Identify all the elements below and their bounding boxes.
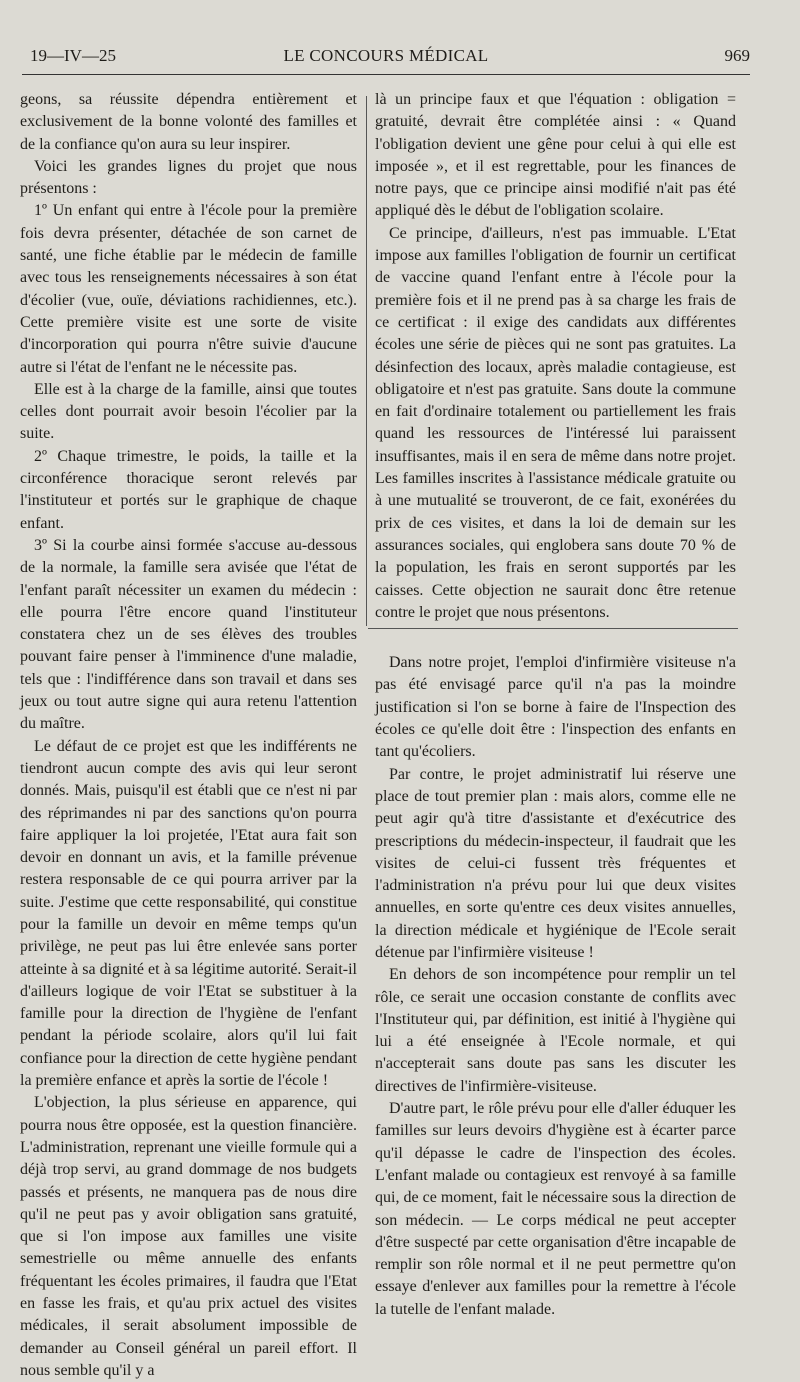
paragraph: là un principe faux et que l'équation : obligation = gratuité, devrait être complétée ainsi : « Quand l'obligation devient une gêne pour celui à qui elle est imposée », et il est regrettable, pour les finances de notre pays, que ce principe ainsi modifié n'ait pas été appliqué dès le début de l'obligation scolaire. (375, 91, 736, 220)
issue-date: 19—IV—25 (30, 46, 116, 65)
page-number: 969 (724, 46, 750, 65)
journal-title: LE CONCOURS MÉDICAL (283, 46, 489, 65)
paragraph: Voici les grandes lignes du projet que nous présentons : (20, 157, 357, 198)
paragraph: En dehors de son incompétence pour remplir un tel rôle, ce serait une occasion constante de conflits avec l'Instituteur qui, par définition, est initié à l'hygiène qui lui a été enseignée à l'Ecole normale, et qui n'accepterait sans doute pas sans les discuter les directives de l'infirmière-visiteuse. (375, 966, 736, 1095)
header-rule (22, 74, 750, 75)
paragraph: 3º Si la courbe ainsi formée s'accuse au-dessous de la normale, la famille sera avisée que l'état de l'enfant paraît nécessiter un examen du médecin : elle pourra l'être encore quand l'instituteur constatera chez un de ses élèves des troubles pouvant faire penser à l'imminence d'une maladie, tels que : l'indifférence dans son travail et dans ses jeux ou tout autre signe qui aura retenu l'attention du maître. (20, 536, 357, 733)
paragraph: Ce principe, d'ailleurs, n'est pas immuable. L'Etat impose aux familles l'obligation de fournir un certificat de vaccine quand l'enfant entre à l'école pour la première fois et il ne prend pas à sa charge les frais de ce certificat : il exige des candidats aux différentes écoles une série de pièces qui ne sont pas gratuites. La désinfection des locaux, après maladie contagieuse, est obligatoire et n'est pas gratuite. Sans doute la commune en fait d'ordinaire totalement ou partiellement les frais quand les ressources de l'intéressé lui paraissent insuffisantes, mais il en sera de même dans notre projet. Les familles inscrites à l'assistance médicale gratuite ou à une mutualité se trouveront, de ce fait, exonérées du prix de ces visites, et dans la loi de demain sur les assurances sociales, qui englobera sans doute 70 % de la population, les frais en seront supportés par les caisses. Cette objection ne saurait donc être retenue contre le projet que nous présentons. (375, 224, 736, 621)
paragraph: Dans notre projet, l'emploi d'infirmière visiteuse n'a pas été envisagé parce qu'il n'a pas la moindre justification si l'on se borne à faire de l'Inspection des écoles ce qu'elle doit être : l'inspection des enfants en tant qu'écoliers. (375, 654, 736, 761)
paragraph: Le défaut de ce projet est que les indifférents ne tiendront aucun compte des avis qui leur seront donnés. Mais, puisqu'il est établi que ce n'est ni par des réprimandes ni par des sanctions qu'on pourra faire appliquer la loi projetée, l'Etat aura fait son devoir en donnant un avis, et la famille prévenue restera responsable de ce qui pourra arriver par la suite. J'estime que cette responsabilité, qui constitue pour la famille un devoir en même temps qu'un privilège, ne peut pas lui être enlevée sans porter atteinte à sa dignité et à sa légitime autorité. Serait-il d'ailleurs logique de voir l'Etat se substituer à la famille pour la direction de l'hygiène de l'enfant pendant la période scolaire, alors qu'il lui fait confiance pour la direction de cette hygiène pendant la première enfance et après la sortie de l'école ! (20, 737, 357, 1090)
paragraph: 1º Un enfant qui entre à l'école pour la première fois devra présenter, détachée de son carnet de santé, une fiche établie par le médecin de famille avec tous les renseignements nécessaires à son état d'écolier (vue, ouïe, déviations rachidiennes, etc.). Cette première visite est une sorte de visite d'incorporation qui pourra n'être suivie d'aucune autre si l'état de l'enfant ne le nécessite pas. (20, 202, 357, 376)
column-divider (366, 96, 367, 626)
right-column (375, 89, 736, 1318)
paragraph: L'objection, la plus sérieuse en apparence, qui pourra nous être opposée, est la question financière. L'administration, reprenant une vieille formule qui a déjà trop servi, au grand dommage de nos budgets passés et présents, ne manquera pas de nous dire qu'il ne peut pas y avoir obligation sans gratuité, que si l'on impose aux familles une visite semestrielle ou même annuelle des enfants fréquentant les écoles primaires, il faudra que l'Etat en fasse les frais, et qu'au prix actuel des visites médicales, il serait absolument impossible de demander au Conseil général un pareil effort. Il nous semble qu'il y a (20, 1094, 357, 1379)
running-header (22, 46, 750, 70)
paragraph: Elle est à la charge de la famille, ainsi que toutes celles dont pourrait avoir besoin l'écolier par la suite. (20, 380, 357, 443)
paragraph: geons, sa réussite dépendra entièrement et exclusivement de la bonne volonté des familles et de la confiance qu'on aura su leur inspirer. (20, 91, 357, 153)
left-column (20, 89, 357, 1379)
paragraph: D'autre part, le rôle prévu pour elle d'aller éduquer les familles sur leurs devoirs d'hygiène est à écarter parce qu'il dépasse le cadre de l'inspection des écoles. L'enfant malade ou contagieux est renvoyé à sa famille qui, de ce moment, fait le nécessaire sous la direction de son médecin. — Le corps médical ne peut accepter d'être suspecté par cette organisation d'être incapable de remplir son rôle normal et il ne peut permettre qu'on essaye d'enlever aux familles pour la remettre à l'école la tutelle de l'enfant malade. (375, 1100, 736, 1318)
paragraph: Par contre, le projet administratif lui réserve une place de tout premier plan : mais alors, comme elle ne peut agir qu'à titre d'assistante et d'exécutrice des prescriptions du médecin-inspecteur, il faudrait que les visites de celui-ci fussent très fréquentes et l'administration n'a prévu pour lui que deux visites annuelles, en sorte qu'entre ces deux visites annuelles, la direction médicale et hygiénique de l'Ecole serait détenue par l'infirmière visiteuse ! (375, 765, 736, 961)
paragraph: 2º Chaque trimestre, le poids, la taille et la circonférence thoracique seront relevés par l'instituteur et portés sur le graphique de chaque enfant. (20, 447, 357, 532)
